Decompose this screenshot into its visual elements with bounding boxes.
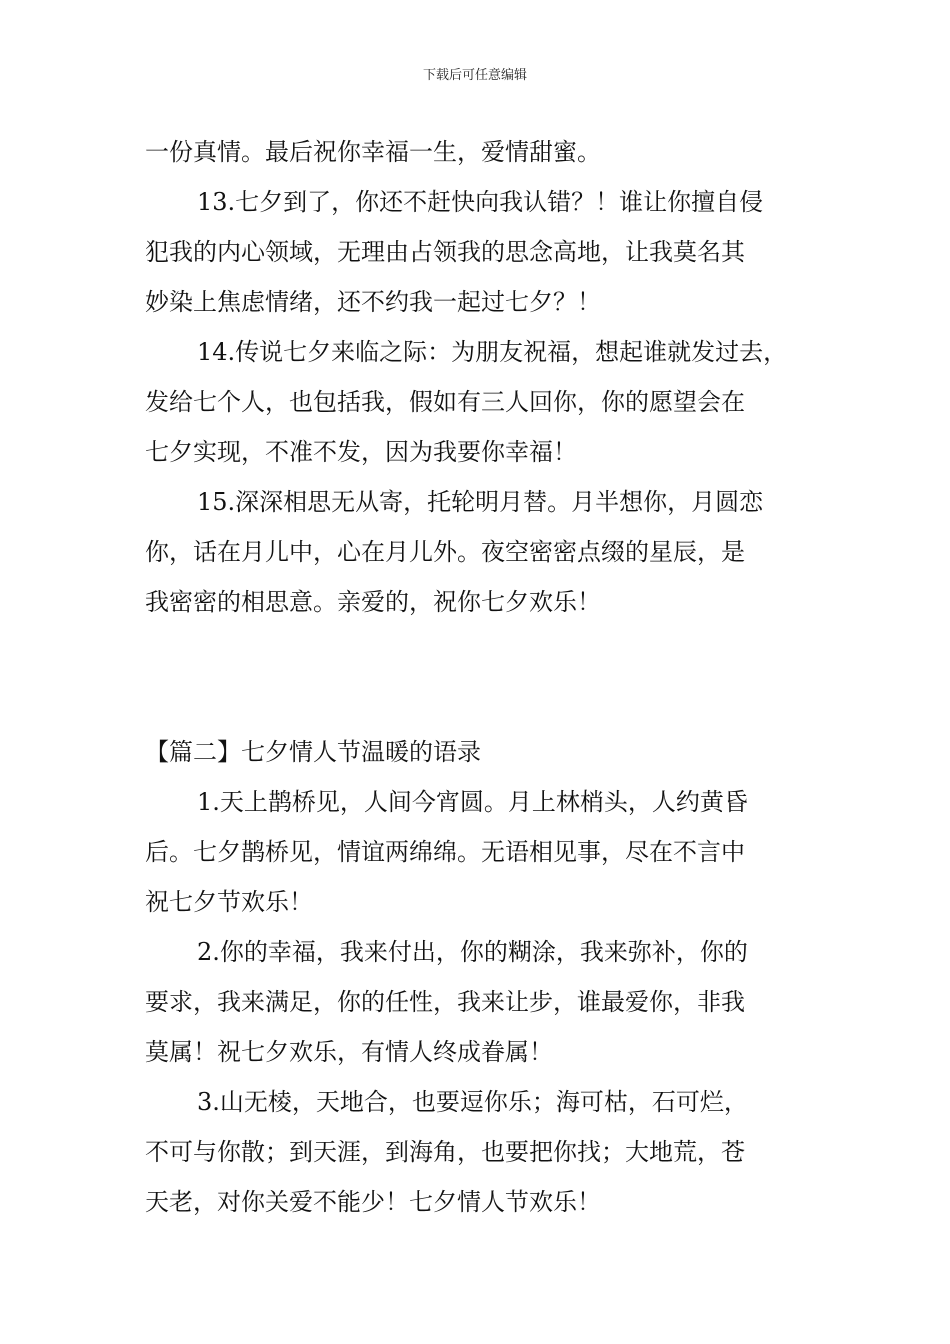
paragraph-line: 一份真情。最后祝你幸福一生，爱情甜蜜。 bbox=[145, 138, 601, 166]
page-header: 下载后可任意编辑 bbox=[422, 68, 527, 83]
paragraph-line: 2.你的幸福，我来付出，你的糊涂，我来弥补，你的 bbox=[197, 938, 748, 966]
paragraph-line: 1.天上鹊桥见，人间今宵圆。月上林梢头，人约黄昏 bbox=[197, 788, 748, 816]
document-body bbox=[145, 127, 813, 1227]
paragraph-line: 发给七个人，也包括我，假如有三人回你，你的愿望会在 bbox=[145, 388, 745, 416]
paragraph-line: 妙染上焦虑情绪，还不约我一起过七夕？！ bbox=[145, 288, 601, 316]
paragraph-line: 后。七夕鹊桥见，情谊两绵绵。无语相见事，尽在不言中 bbox=[145, 838, 745, 866]
section-title: 【篇二】七夕情人节温暖的语录 bbox=[145, 738, 481, 766]
paragraph-line: 犯我的内心领域，无理由占领我的思念高地，让我莫名其 bbox=[145, 238, 745, 266]
paragraph-line: 13.七夕到了，你还不赶快向我认错？！谁让你擅自侵 bbox=[197, 188, 764, 216]
paragraph-line: 天老，对你关爱不能少！七夕情人节欢乐！ bbox=[145, 1188, 601, 1216]
paragraph-line: 祝七夕节欢乐！ bbox=[145, 888, 313, 916]
paragraph-line: 七夕实现，不准不发，因为我要你幸福！ bbox=[145, 438, 577, 466]
paragraph-line: 3.山无棱，天地合，也要逗你乐；海可枯，石可烂， bbox=[197, 1088, 748, 1116]
paragraph-line: 你，话在月儿中，心在月儿外。夜空密密点缀的星辰，是 bbox=[145, 538, 745, 566]
section-gap bbox=[145, 627, 813, 727]
paragraph-line: 要求，我来满足，你的任性，我来让步，谁最爱你，非我 bbox=[145, 988, 745, 1016]
paragraph-line: 14.传说七夕来临之际：为朋友祝福，想起谁就发过去， bbox=[197, 338, 788, 366]
paragraph-line: 15.深深相思无从寄，托轮明月替。月半想你，月圆恋 bbox=[197, 488, 764, 516]
paragraph-line: 不可与你散；到天涯，到海角，也要把你找；大地荒，苍 bbox=[145, 1138, 745, 1166]
paragraph-line: 我密密的相思意。亲爱的，祝你七夕欢乐！ bbox=[145, 588, 601, 616]
paragraph-line: 莫属！祝七夕欢乐，有情人终成眷属！ bbox=[145, 1038, 553, 1066]
